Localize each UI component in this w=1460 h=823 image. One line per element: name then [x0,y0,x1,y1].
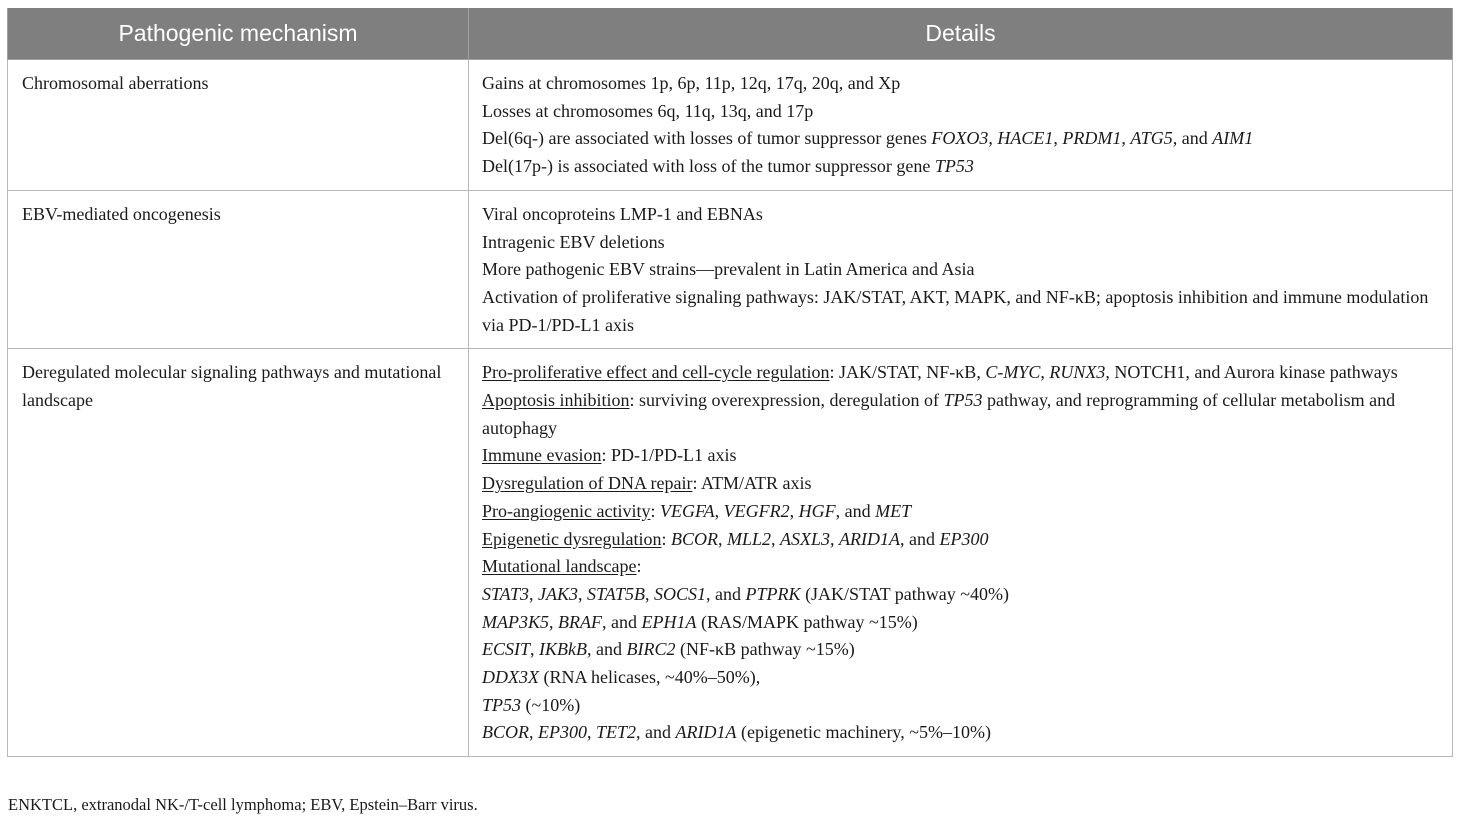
gene-name: EPH1A [641,611,697,632]
detail-line [482,664,1438,692]
detail-text: Del(17p-) is associated with loss of the tumor suppressor gene [482,156,935,177]
detail-line [482,284,1438,339]
detail-text: , [789,500,799,521]
table-row [8,349,1453,757]
detail-line [482,98,1438,126]
gene-name: FOXO3 [931,128,989,149]
detail-text: , [714,500,724,521]
detail-text: , [587,722,596,743]
detail-text: : surviving overexpression, deregulation of [629,390,944,411]
gene-name: C-MYC [985,362,1041,383]
gene-name: BCOR [482,722,529,743]
detail-line [482,387,1438,442]
gene-name: MET [875,500,912,521]
gene-name: ASXL3 [779,528,830,549]
subheading-text: Pro-angiogenic activity [482,500,651,521]
detail-text: , NOTCH1, and Aurora kinase pathways [1105,362,1398,383]
detail-line [482,526,1438,554]
details-cell [469,349,1453,757]
mechanism-cell: EBV-mediated oncogenesis [8,190,469,349]
detail-text: Activation of proliferative signaling pathways: JAK/STAT, AKT, MAPK, and NF-κB; apoptosis inhibition and immune modulation via PD-1/PD-L1 axis [482,286,1429,335]
detail-text: : [650,500,660,521]
detail-text: , [1053,128,1063,149]
detail-text: (epigenetic machinery, ~5%–10%) [736,722,991,743]
table-footnote: ENKTCL, extranodal NK-/T-cell lymphoma; EBV, Epstein–Barr virus. [8,795,478,814]
detail-line [482,581,1438,609]
mechanism-cell: Deregulated molecular signaling pathways and mutational landscape [8,349,469,757]
gene-name: ECSIT [482,639,531,660]
gene-name: TP53 [482,694,522,715]
detail-text: (RNA helicases, ~40%–50%), [539,667,761,688]
detail-text: , and [636,722,676,743]
detail-line [482,719,1438,747]
subheading-text: Apoptosis inhibition [482,390,630,411]
gene-name: TP53 [934,156,974,177]
detail-line [482,256,1438,284]
detail-text: , and [1172,128,1213,149]
gene-name: ATG5 [1130,128,1173,149]
gene-name: SOCS1 [654,583,707,604]
detail-text: , [988,128,998,149]
subheading-text: Immune evasion [482,445,602,466]
detail-line [482,153,1438,181]
gene-name: JAK3 [538,583,579,604]
detail-text: , [529,722,538,743]
detail-line [482,553,1438,581]
gene-name: VEGFA [659,500,715,521]
detail-text: : JAK/STAT, NF-κB, [829,362,986,383]
table-row [8,190,1453,349]
subheading-text: Dysregulation of DNA repair [482,473,693,494]
detail-line [482,498,1438,526]
detail-line [482,229,1438,257]
details-cell [469,190,1453,349]
gene-name: EP300 [939,528,989,549]
detail-text: (JAK/STAT pathway ~40%) [800,583,1010,604]
pathogenesis-table [7,8,1453,757]
gene-name: BCOR [670,528,718,549]
gene-name: PRDM1 [1062,128,1122,149]
detail-text: pathway, and reprogramming of cellular metabolism and autophagy [482,390,1396,438]
subheading-text: Epigenetic dysregulation [482,528,662,549]
detail-text: , [830,528,839,549]
detail-text: , [1040,362,1050,383]
detail-text: , [645,583,655,604]
gene-name: VEGFR2 [723,500,790,521]
gene-name: TET2 [596,722,637,743]
detail-text: , [578,583,588,604]
table-row [8,60,1453,191]
detail-text: , [770,528,780,549]
detail-text: , and [899,528,940,549]
detail-text: : [661,528,671,549]
detail-text: (NF-κB pathway ~15%) [675,639,855,660]
detail-text: Viral oncoproteins LMP-1 and EBNAs [482,203,763,224]
table-header-row [8,8,1453,60]
detail-text: , and [601,611,642,632]
gene-name: BIRC2 [626,639,676,660]
detail-line [482,442,1438,470]
detail-text: , [717,528,727,549]
detail-text: More pathogenic EBV strains—prevalent in Latin America and Asia [482,259,975,280]
detail-text: : ATM/ATR axis [692,473,812,494]
gene-name: HACE1 [997,128,1054,149]
detail-line [482,636,1438,664]
gene-name: ARID1A [839,528,900,549]
mechanism-cell: Chromosomal aberrations [8,60,469,191]
detail-text: , [530,639,540,660]
gene-name: DDX3X [482,667,539,688]
subheading-text: Pro-proliferative effect and cell-cycle regulation [482,362,830,383]
detail-text: Intragenic EBV deletions [482,231,665,252]
gene-name: STAT5B [587,583,646,604]
detail-text: , [529,583,539,604]
detail-line [482,609,1438,637]
gene-name: ARID1A [675,722,737,743]
detail-text: : [636,556,642,577]
gene-name: IKBkB [539,639,587,660]
subheading-text: Mutational landscape [482,556,637,577]
detail-text: Del(6q-) are associated with losses of tumor suppressor genes [482,128,932,149]
gene-name: PTPRK [745,583,801,604]
detail-line [482,201,1438,229]
gene-name: STAT3 [482,583,530,604]
detail-text: (RAS/MAPK pathway ~15%) [696,611,918,632]
gene-name: MAP3K5 [482,611,549,632]
detail-text: : PD-1/PD-L1 axis [601,445,737,466]
gene-name: RUNX3 [1049,362,1106,383]
details-cell [469,60,1453,191]
gene-name: BRAF [558,611,602,632]
header-details: Details [469,8,1453,60]
gene-name: TP53 [943,390,983,411]
detail-text: , [1121,128,1131,149]
header-pathogenic-mechanism: Pathogenic mechanism [8,8,469,60]
detail-text: , and [706,583,746,604]
detail-line [482,125,1438,153]
gene-name: AIM1 [1212,128,1254,149]
detail-text: (~10%) [521,694,581,715]
gene-name: EP300 [538,722,587,743]
detail-line [482,692,1438,720]
detail-line [482,359,1438,387]
detail-text: , and [587,639,627,660]
gene-name: HGF [798,500,836,521]
detail-text: , [549,611,558,632]
detail-text: Losses at chromosomes 6q, 11q, 13q, and 17p [482,100,814,121]
detail-line [482,70,1438,98]
detail-line [482,470,1438,498]
detail-text: Gains at chromosomes 1p, 6p, 11p, 12q, 17q, 20q, and Xp [482,73,901,93]
detail-text: , and [835,500,876,521]
gene-name: MLL2 [726,528,771,549]
